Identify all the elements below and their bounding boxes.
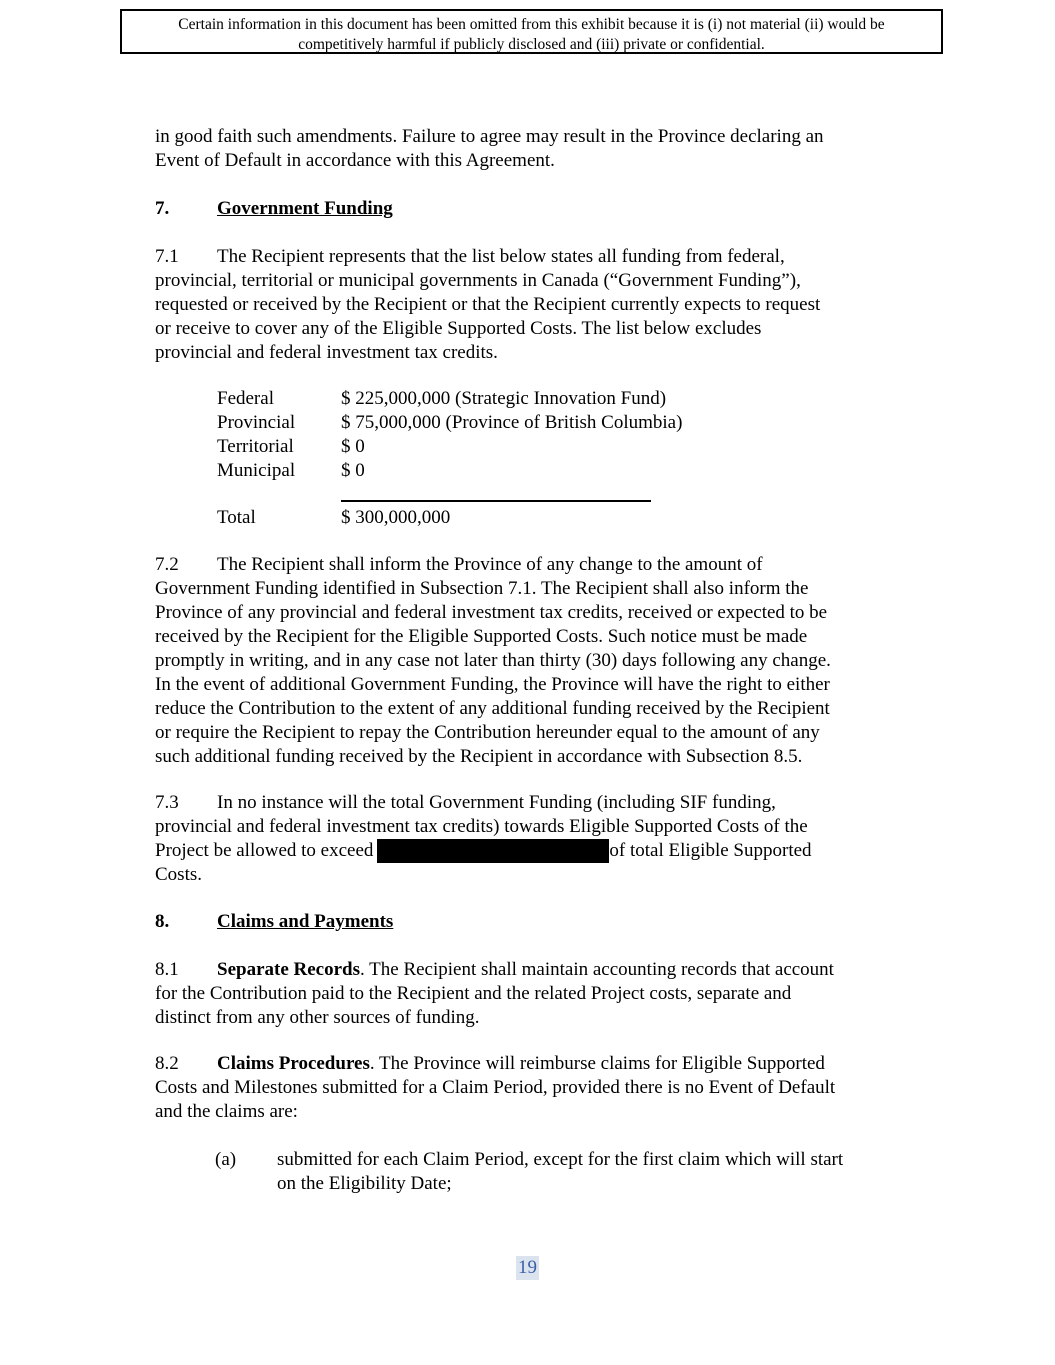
paragraph-7-1: 7.1 The Recipient represents that the list below states all funding from federal, provincial, territorial or municipal governments in Canada (“Government Funding”), requested or received by the Recipient or that the Recipient currently expects to request or receive to cover any of the Eligible Supported Costs. The list below excludes provincial and federal investment tax credits. [155,246,821,363]
funding-row: Territorial $ 0 [217,436,365,457]
funding-row: Municipal $ 0 [217,460,365,481]
list-item-a: (a) submitted for each Claim Period, except for the first claim which will start on the Eligibility Date; [215,1149,844,1194]
total-underline [341,500,651,502]
confidentiality-notice [120,9,943,54]
section-7-title: Government Funding [217,198,393,219]
section-8-heading: 8. Claims and Payments [155,911,394,932]
paragraph-8-1: 8.1 Separate Records. The Recipient shall maintain accounting records that account for the Contribution paid to the Recipient and the related Project costs, separate and distinct from any other sources of funding. [155,959,834,1028]
section-7-heading: 7. Government Funding [155,198,393,219]
intro-paragraph: in good faith such amendments. Failure to agree may result in the Province declaring an Event of Default in accordance with this Agreement. [155,126,824,171]
section-8-title: Claims and Payments [217,911,394,932]
paragraph-8-2: 8.2 Claims Procedures. The Province will reimburse claims for Eligible Supported Costs and Milestones submitted for a Claim Period, provided there is no Event of Default and the claims are: [155,1053,836,1122]
funding-table [217,387,682,483]
funding-row: Federal $ 225,000,000 (Strategic Innovation Fund) [217,388,667,409]
funding-row: Provincial $ 75,000,000 (Province of British Columbia) [217,412,683,433]
paragraph-7-3: 7.3 In no instance will the total Government Funding (including SIF funding, provincial and federal investment tax credits) towards Eligible Supported Costs of the Project be allowed to exceed of total Eligible Supported Costs. [155,792,812,885]
page-number: 19 [518,1257,537,1278]
redaction-block [377,839,609,863]
notice-line-1: Certain information in this document has been omitted from this exhibit because it is (i) not material (ii) would be [178,16,885,33]
funding-total-row: Total $ 300,000,000 [217,507,451,528]
paragraph-7-2: 7.2 The Recipient shall inform the Province of any change to the amount of Government Funding identified in Subsection 7.1. The Recipient shall also inform the Province of any provincial and federal investment tax credits, received or expected to be received by the Recipient for the Eligible Supported Costs. Such notice must be made promptly in writing, and in any case not later than thirty (30) days following any change. In the event of additional Government Funding, the Province will have the right to either reduce the Contribution to the extent of any additional funding received by the Recipient or require the Recipient to repay the Contribution hereunder equal to the amount of any such additional funding received by the Recipient in accordance with Subsection 8.5. [155,554,831,767]
notice-line-2: competitively harmful if publicly disclosed and (iii) private or confidential. [298,36,765,53]
